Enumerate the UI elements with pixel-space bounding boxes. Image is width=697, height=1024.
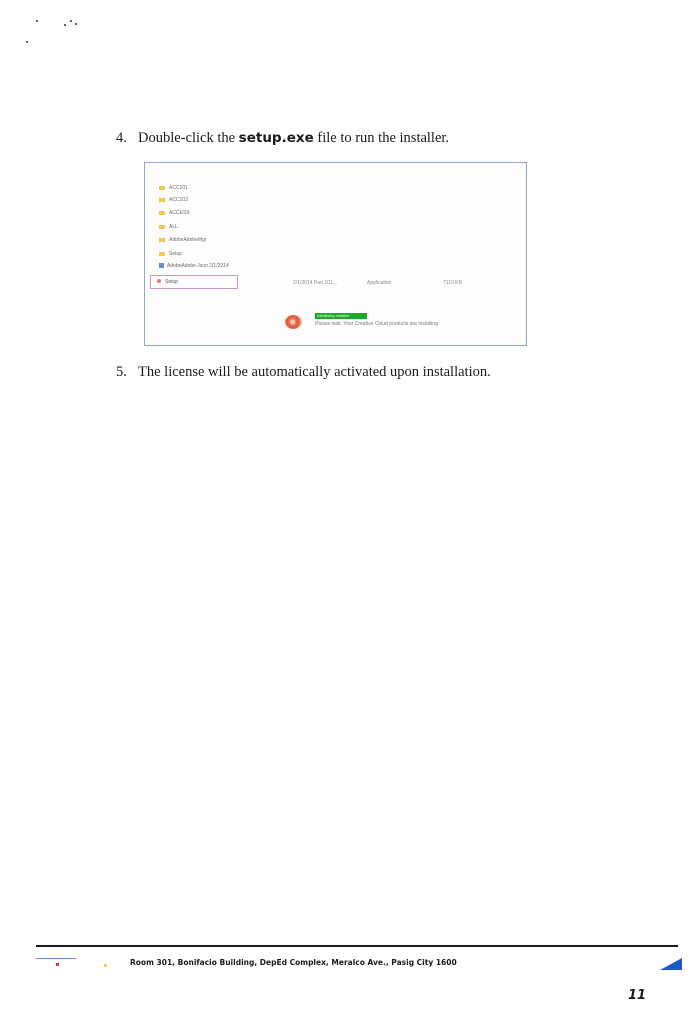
step-4-number: 4. [116, 130, 127, 146]
folder-icon [159, 186, 165, 190]
folder-row: ACCESS [159, 210, 190, 220]
footer-address: Room 301, Bonifacio Building, DepEd Complex, Meralco Ave., Pasig City 1600 [130, 958, 457, 967]
step-5-number: 5. [116, 364, 127, 380]
file-icon [159, 263, 164, 268]
step-4 [116, 130, 449, 147]
footer-accent-line [36, 958, 76, 959]
creative-cloud-logo-icon [285, 315, 302, 329]
setup-size: 7110 KB [443, 280, 462, 286]
step-5 [116, 364, 491, 381]
setup-type: Application [367, 280, 392, 286]
step-4-text-after: file to run the installer. [313, 130, 450, 146]
page-number: 11 [628, 988, 647, 1003]
setup-exe-row[interactable]: Setup [150, 275, 238, 289]
footer-dot-red [56, 963, 59, 966]
file-row: AdobeAdobe Json 2/1/2014 [159, 263, 229, 273]
folder-icon [159, 225, 165, 229]
folder-icon [159, 252, 165, 256]
folder-icon [159, 211, 165, 215]
install-message: Please wait. Your Creative Cloud products are installing. [315, 321, 440, 327]
setup-app-icon [157, 279, 161, 283]
initializing-badge: Initializing Installer [315, 313, 367, 319]
footer-dot-yellow [104, 964, 107, 967]
step-5-text: The license will be automatically activated upon installation. [138, 364, 491, 380]
step-4-text-before: Double-click the [138, 130, 239, 146]
step-4-filename: setup.exe [238, 130, 314, 146]
folder-icon [159, 198, 165, 202]
folder-icon [159, 238, 165, 242]
explorer-screenshot [144, 162, 527, 346]
folder-row: ALL [159, 224, 178, 234]
footer-divider [36, 945, 678, 947]
footer-corner-wedge [660, 958, 682, 970]
folder-row: ACC102 [159, 197, 188, 207]
folder-row: Setup [159, 251, 182, 261]
setup-date: 2/1/2014 Part 201... [293, 280, 337, 286]
folder-row: ACC101 [159, 185, 188, 195]
folder-row: AdobeAdobeMgr [159, 237, 207, 247]
